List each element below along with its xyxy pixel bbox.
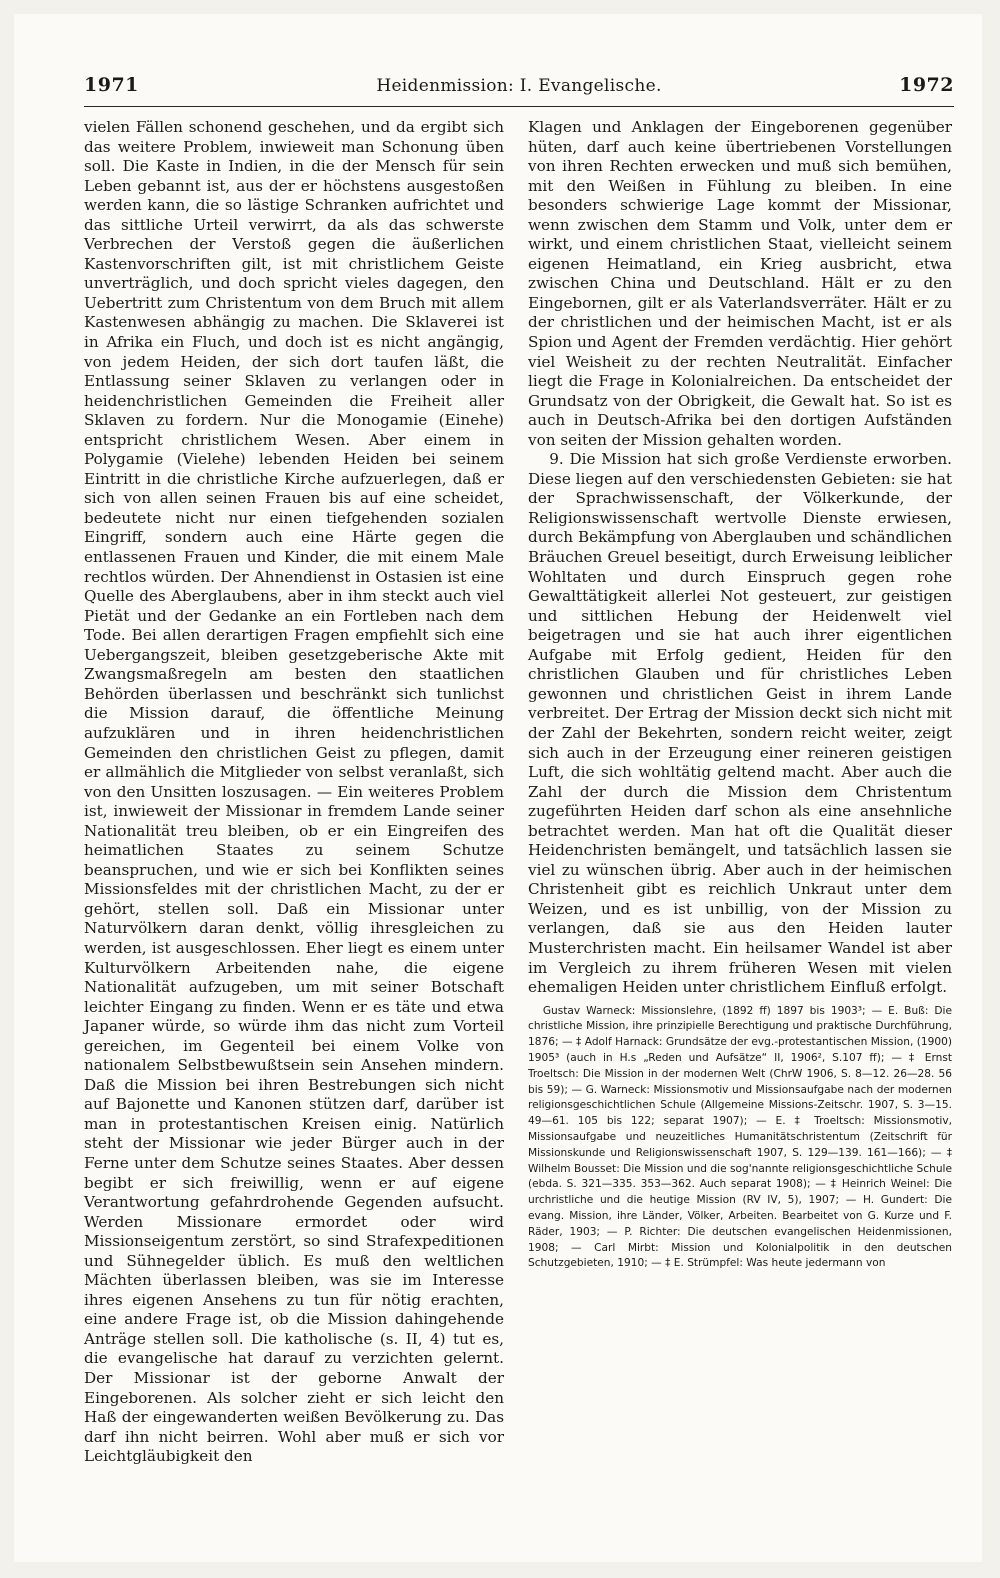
left-column [84, 118, 504, 1467]
right-paragraph-1: Klagen und Anklagen der Eingeborenen gegenüber hüten, darf auch keine übertriebenen Vorstellungen von ihren Rechten erwecken und muß sich bemühen, mit den Weißen in Fühlung zu bleiben. In eine besonders schwierige Lage kommt der Missionar, wenn zwischen dem Stamm und Volk, unter dem er wirkt, und einem christlichen Staat, vielleicht seinem eigenen Heimatland, ein Krieg ausbricht, etwa zwischen China und Deutschland. Hält er zu den Eingebornen, gilt er als Vaterlandsverräter. Hält er zu der christlichen und der heimischen Macht, ist er als Spion und Agent der Fremden verdächtig. Hier gehört viel Weisheit zu der rechten Neutralität. Einfacher liegt die Frage in Kolonialreichen. Da entscheidet der Grundsatz von der Obrigkeit, die Gewalt hat. So ist es auch in Deutsch-Afrika bei den dortigen Aufständen von seiten der Mission gehalten worden. [528, 118, 952, 449]
document-page [14, 14, 982, 1562]
left-column-text: vielen Fällen schonend geschehen, und da ergibt sich das weitere Problem, inwieweit man Schonung üben soll. Die Kaste in Indien, in die der Mensch für sein Leben gebannt ist, aus der er höchstens ausgestoßen werden kann, die so lästige Schranken aufrichtet und das sittliche Urteil verwirrt, da als das schwerste Verbrechen der Verstoß gegen die äußerlichen Kastenvorschriften gilt, ist mit christlichem Geiste unverträglich, und doch spricht vieles dagegen, den Uebertritt zum Christentum von dem Bruch mit allem Kastenwesen abhängig zu machen. Die Sklaverei ist in Afrika ein Fluch, und doch ist es nicht angängig, von jedem Heiden, der sich dort taufen läßt, die Entlassung seiner Sklaven zu verlangen oder in heidenchristlichen Gemeinden die Freiheit aller Sklaven zu fordern. Nur die Monogamie (Einehe) entspricht christlichem Wesen. Aber einem in Polygamie (Vielehe) lebenden Heiden bei seinem Eintritt in die christliche Kirche aufzuerlegen, daß er sich von allen seinen Frauen bis auf eine scheidet, bedeutete nicht nur einen tiefgehenden sozialen Eingriff, sondern auch eine Härte gegen die entlassenen Frauen und Kinder, die mit einem Male rechtlos würden. Der Ahnendienst in Ostasien ist eine Quelle des Aberglaubens, aber in ihm steckt auch viel Pietät und der Gedanke an ein Fortleben nach dem Tode. Bei allen derartigen Fragen empfiehlt sich eine Uebergangszeit, bleiben gesetzgeberische Akte mit Zwangsmaßregeln am besten den staatlichen Behörden überlassen und beschränkt sich tunlichst die Mission darauf, die öffentliche Meinung aufzuklären und in ihren heidenchristlichen Gemeinden den christlichen Geist zu pflegen, damit er allmählich die Mitglieder von selbst veranlaßt, sich von den Unsitten loszusagen. — Ein weiteres Problem ist, inwieweit der Missionar in fremdem Lande seiner Nationalität treu bleiben, ob er ein Eingreifen des heimatlichen Staates zu seinem Schutze beanspruchen, und wie er sich bei Konflikten seines Missionsfeldes mit der christlichen Macht, zu der er gehört, stellen soll. Daß ein Missionar unter Naturvölkern daran denkt, völlig ihresgleichen zu werden, ist ausgeschlossen. Eher liegt es einem unter Kulturvölkern Arbeitenden nahe, die eigene Nationalität aufzugeben, um mit seiner Botschaft leichter Eingang zu finden. Wenn er es täte und etwa Japaner würde, so würde ihm das nicht zum Vorteil gereichen, im Gegenteil bei einem Volke von nationalem Selbstbewußtsein sein Ansehen mindern. Daß die Mission bei ihren Bestrebungen sich nicht auf Bajonette und Kanonen stützen darf, darüber ist man in protestantischen Kreisen einig. Natürlich steht der Missionar wie jeder Bürger auch in der Ferne unter dem Schutze seines Staates. Aber dessen begibt er sich freiwillig, wenn er auf eigene Verantwortung gefahrdrohende Gegenden aufsucht. Werden Missionare ermordet oder wird Missionseigentum zerstört, so sind Strafexpeditionen und Sühnegelder üblich. Es muß den weltlichen Mächten überlassen bleiben, was sie im Interesse ihres eigenen Ansehens zu tun für nötig erachten, eine andere Frage ist, ob die Mission dahingehende Anträge stellen soll. Die katholische (s. II, 4) tut es, die evangelische hat darauf zu verzichten gelernt. Der Missionar ist der geborne Anwalt der Eingeborenen. Als solcher zieht er sich leicht den Haß der eingewanderten weißen Bevölkerung zu. Das darf ihn nicht beirren. Wohl aber muß er sich vor Leichtgläubigkeit den [84, 118, 504, 1466]
bibliography: Gustav Warneck: Missionslehre, (1892 ff) 1897 bis 1903³; — E. Buß: Die christliche Mission, ihre prinzipielle Berechtigung und praktische Durchführung, 1876; — ‡ Adolf Harnack: Grundsätze der evg.-protestantischen Mission, (1900) 1905³ (auch in H.s „Reden und Aufsätze“ II, 1906², S.107 ff); — ‡ Ernst Troeltsch: Die Mission in der modernen Welt (ChrW 1906, S. 8—12. 26—28. 56 bis 59); — G. Warneck: Missionsmotiv und Missionsaufgabe nach der modernen religionsgeschichtlichen Schule (Allgemeine Missions-Zeitschr. 1907, S. 3—15. 49—61. 105 bis 122; separat 1907); — E. ‡ Troeltsch: Missionsmotiv, Missionsaufgabe und neuzeitliches Humanitätschristentum (Zeitschrift für Missionskunde und Religionswissenschaft 1907, S. 129—139. 161—166); — ‡ Wilhelm Bousset: Die Mission und die sog'nannte religionsgeschichtliche Schule (ebda. S. 321—335. 353—362. Auch separat 1908); — ‡ Heinrich Weinel: Die urchristliche und die heutige Mission (RV IV, 5), 1907; — H. Gundert: Die evang. Mission, ihre Länder, Völker, Arbeiten. Bearbeitet von G. Kurze und F. Räder, 1903; — P. Richter: Die deutschen evangelischen Heidenmissionen, 1908; — Carl Mirbt: Mission und Kolonialpolitik in den deutschen Schutzgebieten, 1910; — ‡ E. Strümpfel: Was heute jedermann von [528, 1004, 952, 1270]
right-column [528, 118, 952, 1272]
page-number-right: 1972 [899, 74, 954, 96]
right-paragraph-2: 9. Die Mission hat sich große Verdienste erworben. Diese liegen auf den verschiedensten Gebieten: sie hat der Sprachwissenschaft, der Völkerkunde, der Religionswissenschaft wertvolle Dienste erwiesen, durch Bekämpfung von Aberglauben und schändlichen Bräuchen Greuel beseitigt, durch Erweisung leiblicher Wohltaten und durch Einspruch gegen rohe Gewalttätigkeit allerlei Not gesteuert, zur geistigen und sittlichen Hebung der Heidenwelt viel beigetragen und sie hat auch ihrer eigentlichen Aufgabe mit Erfolg gedient, Heiden für den christlichen Glauben und für christliches Leben gewonnen und christlichen Geist in ihrem Lande verbreitet. Der Ertrag der Mission deckt sich nicht mit der Zahl der Bekehrten, sondern reicht weiter, zeigt sich auch in der Erzeugung einer reineren geistigen Luft, die sich wohltätig geltend macht. Aber auch die Zahl der durch die Mission dem Christentum zugeführten Heiden darf schon als eine ansehnliche betrachtet werden. Man hat oft die Qualität dieser Heidenchristen bemängelt, und tatsächlich lassen sie viel zu wünschen übrig. Aber auch in der heimischen Christenheit gibt es reichlich Unkraut unter dem Weizen, und es ist unbillig, von der Mission zu verlangen, daß sie aus den Heiden lauter Musterchristen macht. Ein heilsamer Wandel ist aber im Vergleich zu ihrem früheren Wesen mit vielen ehemaligen Heiden unter christlichem Einfluß erfolgt. [528, 450, 952, 997]
page-number-left: 1971 [84, 74, 139, 96]
page-header [84, 72, 954, 107]
running-title: Heidenmission: I. Evangelische. [376, 76, 662, 96]
